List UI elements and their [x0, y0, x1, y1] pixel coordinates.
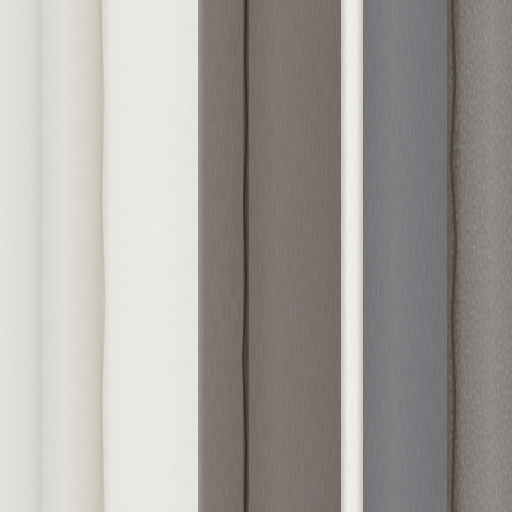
light-vertical-strip: [341, 0, 363, 512]
plaster-band-left: [0, 0, 42, 512]
plaster-band-bright: [102, 0, 198, 512]
gray-stone-slab: [363, 0, 449, 512]
plaster-band-shadowed: [42, 0, 102, 512]
taupe-stone-slab: [198, 0, 244, 512]
rough-stone-edge: [461, 0, 512, 512]
stone-crack-right: [447, 0, 461, 512]
taupe-stone-slab-wide: [249, 0, 341, 512]
